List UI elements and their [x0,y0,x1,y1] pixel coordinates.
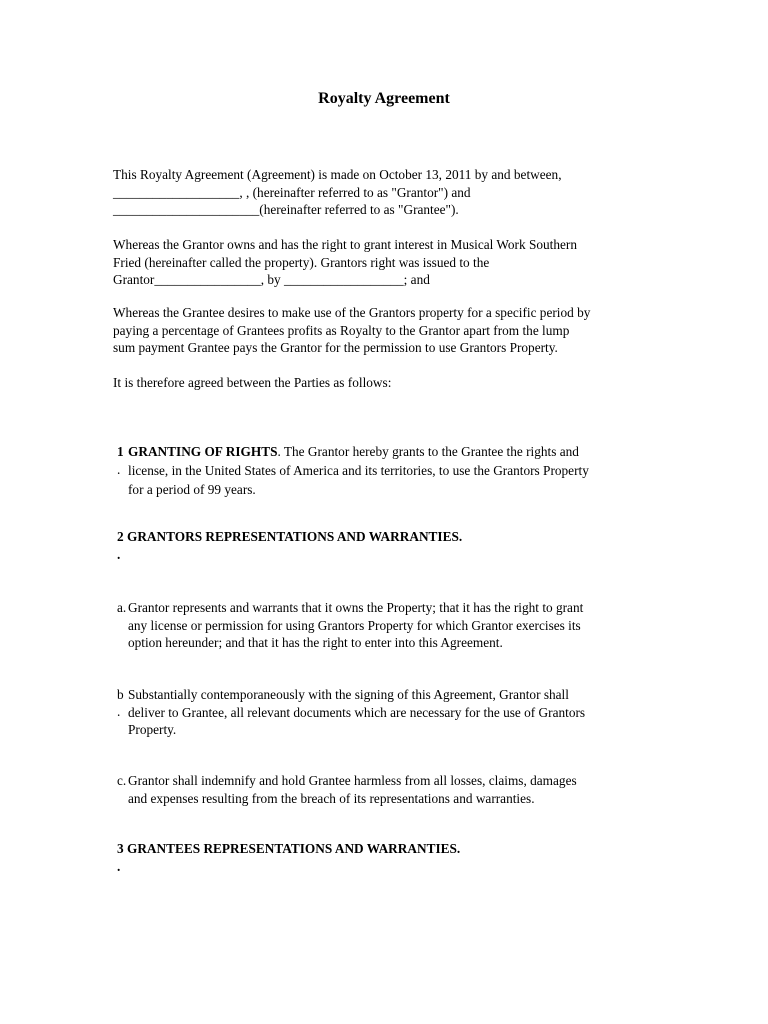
whereas-line: Fried (hereinafter called the property). Grantors right was issued to the [113,254,490,270]
item-line: Grantor represents and warrants that it owns the Property; that it has the right to grant [128,600,584,615]
whereas-line: paying a percentage of Grantees profits as Royalty to the Grantor apart from the lump [113,322,570,338]
intro-line: ______________________(hereinafter referred to as "Grantee"). [113,202,459,217]
agreed-paragraph: It is therefore agreed between the Parties as follows: [113,375,392,390]
whereas-paragraph-2 [113,304,673,357]
section-2-dot: . [117,547,121,562]
whereas-line: sum payment Grantee pays the Grantor for the permission to use Grantors Property. [113,340,558,355]
whereas-line: Whereas the Grantee desires to make use of the Grantors property for a specific period by [113,305,591,320]
item-a-text [128,599,583,652]
item-b-label-dot: . [117,704,121,719]
intro-line: ___________________, , (hereinafter referred to as "Grantor") and [113,184,471,200]
section-3-heading: 3 GRANTEES REPRESENTATIONS AND WARRANTIES. [117,841,461,856]
item-b-label: b [117,687,124,702]
item-b-text [128,686,585,739]
section-3-dot: . [117,859,121,874]
section-1-number-dot: . [117,462,121,477]
item-line: Grantor shall indemnify and hold Grantee harmless from all losses, claims, damages [128,773,577,788]
item-line: deliver to Grantee, all relevant documents which are necessary for the use of Grantors [128,704,586,720]
whereas-line: Grantor________________, by __________________; and [113,272,430,287]
item-a-label: a. [117,600,127,615]
item-line: Property. [128,722,177,737]
item-c-text [128,772,577,807]
section-1-heading: GRANTING OF RIGHTS [128,444,278,459]
section-number: 1 [117,444,124,459]
intro-line: This Royalty Agreement (Agreement) is made on October 13, 2011 by and between, [113,167,562,182]
item-line: Substantially contemporaneously with the signing of this Agreement, Grantor shall [128,687,569,702]
item-line: option hereunder; and that it has the right to enter into this Agreement. [128,635,503,650]
section-1-line: for a period of 99 years. [128,482,256,497]
item-c-label: c. [117,773,127,788]
document-title: Royalty Agreement [318,90,450,107]
section-2-heading: 2 GRANTORS REPRESENTATIONS AND WARRANTIES. [117,529,463,544]
item-line: any license or permission for using Grantors Property for which Grantor exercises its [128,617,581,633]
section-1-line: . The Grantor hereby grants to the Grantee the rights and [277,444,579,459]
whereas-paragraph-1 [113,236,673,289]
section-1-line: license, in the United States of America and its territories, to use the Grantors Property [128,463,589,478]
section-1-text [128,442,589,499]
intro-paragraph [113,166,673,219]
whereas-line: Whereas the Grantor owns and has the right to grant interest in Musical Work Southern [113,237,577,252]
item-line: and expenses resulting from the breach of its representations and warranties. [128,790,535,806]
